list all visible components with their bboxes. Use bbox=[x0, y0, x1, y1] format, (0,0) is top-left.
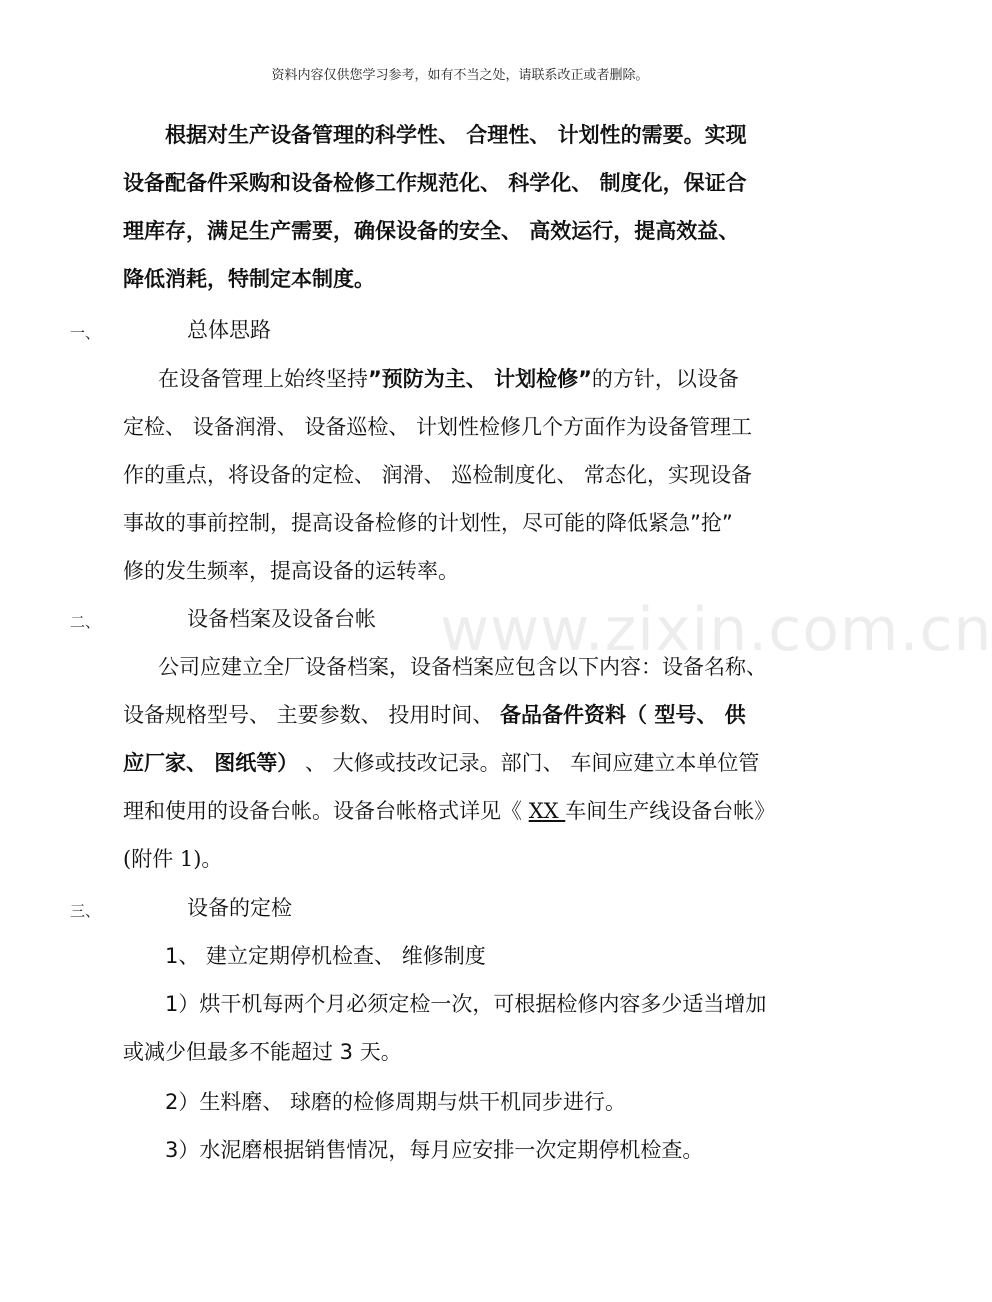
section-2-line-1: 公司应建立全厂设备档案，设备档案应包含以下内容：设备名称、 bbox=[158, 655, 767, 679]
section-1-line-3: 作的重点，将设备的定检、 润滑、 巡检制度化、 常态化，实现设备 bbox=[123, 463, 753, 487]
section-3-item-1-line-2: 或减少但最多不能超过 3 天。 bbox=[123, 1040, 402, 1064]
section-2-emphasis: 应厂家、 图纸等） bbox=[123, 751, 299, 775]
section-3-number: 三、 bbox=[70, 902, 101, 920]
section-1-line-4: 事故的事前控制，提高设备检修的计划性，尽可能的降低紧急”抢” bbox=[123, 511, 733, 535]
section-2-text: 、 大修或技改记录。部门、 车间应建立本单位管 bbox=[298, 751, 760, 775]
section-2-line-4 bbox=[123, 796, 813, 826]
section-3-item-1-line-1: 1）烘干机每两个月必须定检一次，可根据检修内容多少适当增加 bbox=[165, 992, 767, 1016]
section-2-number: 二、 bbox=[70, 613, 101, 631]
section-3-item-3: 3）水泥磨根据销售情况，每月应安排一次定期停机检查。 bbox=[165, 1138, 704, 1162]
section-2-line-3 bbox=[123, 748, 813, 778]
section-1-line-5: 修的发生频率，提高设备的运转率。 bbox=[123, 559, 459, 583]
intro-line-3: 理库存，满足生产需要，确保设备的安全、 高效运行，提高效益、 bbox=[123, 219, 740, 243]
section-2-underlined-placeholder: XX bbox=[528, 799, 566, 823]
intro-line-1: 根据对生产设备管理的科学性、 合理性、 计划性的需要。实现 bbox=[165, 123, 747, 147]
intro-line-4: 降低消耗，特制定本制度。 bbox=[123, 267, 375, 291]
section-2-text: 理和使用的设备台帐。设备台帐格式详见《 bbox=[123, 799, 529, 823]
section-1-text: 在设备管理上始终坚持 bbox=[158, 367, 368, 391]
intro-line-2: 设备配备件采购和设备检修工作规范化、 科学化、 制度化，保证合 bbox=[123, 171, 747, 195]
section-2-emphasis: 备品备件资料（ 型号、 供 bbox=[500, 703, 746, 727]
section-2-line-2 bbox=[123, 700, 813, 730]
section-2-title: 设备档案及设备台帐 bbox=[187, 607, 376, 631]
section-1-emphasis: ”预防为主、 计划检修” bbox=[368, 367, 592, 391]
section-3-item-2: 2）生料磨、 球磨的检修周期与烘干机同步进行。 bbox=[165, 1090, 627, 1114]
section-2-line-5: (附件 1)。 bbox=[123, 847, 223, 871]
section-3-title: 设备的定检 bbox=[187, 896, 292, 920]
section-1-line-2: 定检、 设备润滑、 设备巡检、 计划性检修几个方面作为设备管理工 bbox=[123, 415, 753, 439]
watermark: www.zixin.com.cn bbox=[440, 595, 992, 665]
page-header-note: 资料内容仅供您学习参考，如有不当之处，请联系改正或者删除。 bbox=[271, 68, 649, 83]
section-1-line-1 bbox=[158, 364, 848, 394]
section-3-subheading: 1、 建立定期停机检查、 维修制度 bbox=[165, 944, 486, 968]
section-2-text: 车间生产线设备台帐》 bbox=[565, 799, 776, 823]
section-1-text: 的方针，以设备 bbox=[591, 367, 739, 391]
section-1-title: 总体思路 bbox=[187, 318, 271, 342]
section-1-number: 一、 bbox=[70, 324, 101, 342]
section-2-text: 设备规格型号、 主要参数、 投用时间、 bbox=[123, 703, 501, 727]
